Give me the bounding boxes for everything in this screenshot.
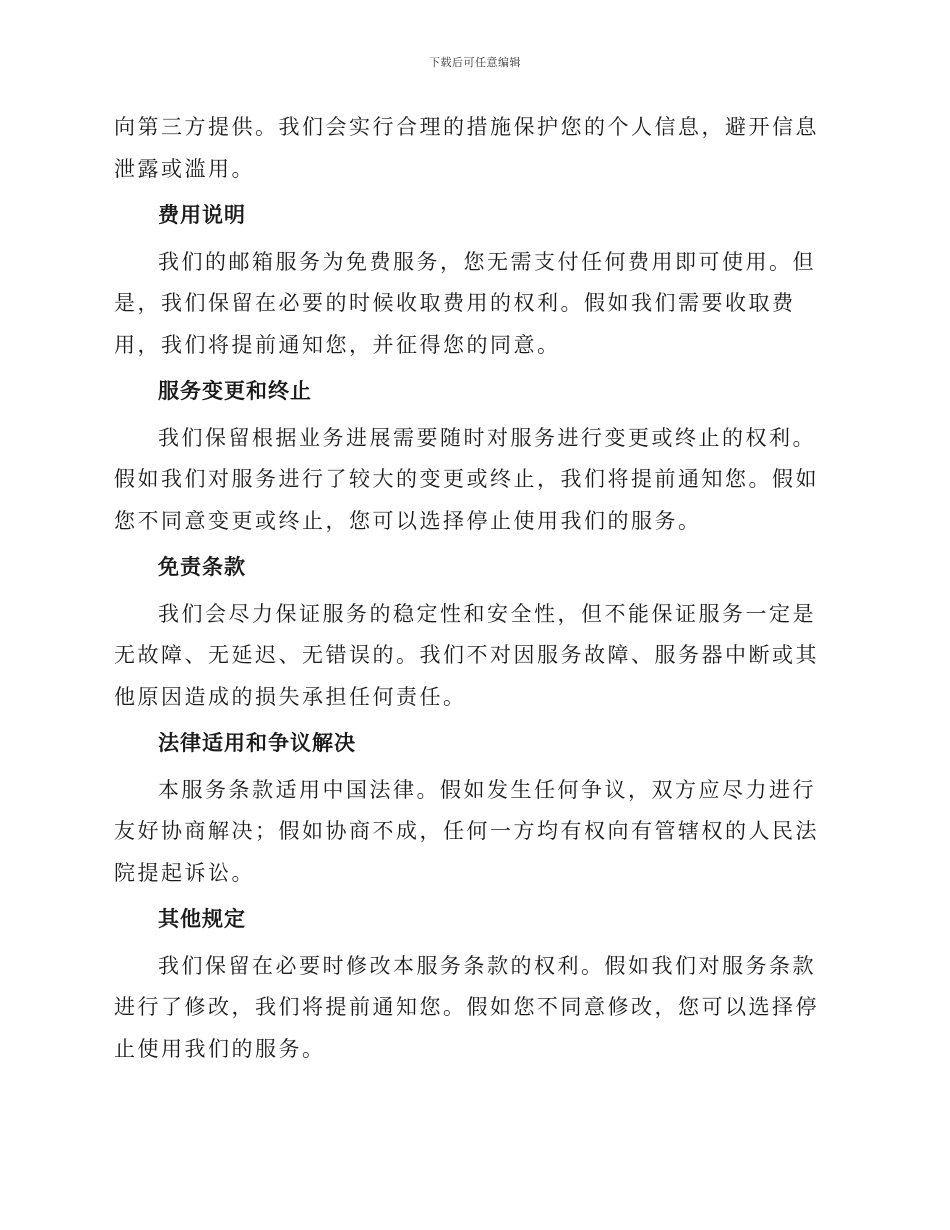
section-body-fees: 我们的邮箱服务为免费服务，您无需支付任何费用即可使用。但是，我们保留在必要的时候收取费用的权利。假如我们需要收取费用，我们将提前通知您，并征得您的同意。 — [114, 249, 816, 357]
section-body-other: 我们保留在必要时修改本服务条款的权利。假如我们对服务条款进行了修改，我们将提前通知您。假如您不同意修改，您可以选择停止使用我们的服务。 — [114, 953, 819, 1061]
section-heading-law: 法律适用和争议解决 — [158, 731, 356, 755]
section-heading-disclaimer: 免责条款 — [158, 555, 246, 579]
section-heading-service-change: 服务变更和终止 — [158, 379, 312, 403]
document-body — [114, 107, 830, 1070]
page-header: 下载后可任意编辑 — [429, 56, 521, 69]
section-heading-other: 其他规定 — [158, 907, 246, 931]
section-body-service-change: 我们保留根据业务进展需要随时对服务进行变更或终止的权利。假如我们对服务进行了较大的变更或终止，我们将提前通知您。假如您不同意变更或终止，您可以选择停止使用我们的服务。 — [114, 425, 819, 533]
section-body-disclaimer: 我们会尽力保证服务的稳定性和安全性，但不能保证服务一定是无故障、无延迟、无错误的。我们不对因服务故障、服务器中断或其他原因造成的损失承担任何责任。 — [114, 601, 819, 709]
section-heading-fees: 费用说明 — [158, 203, 246, 227]
section-body-law: 本服务条款适用中国法律。假如发生任何争议，双方应尽力进行友好协商解决；假如协商不成，任何一方均有权向有管辖权的人民法院提起诉讼。 — [114, 777, 819, 885]
intro-paragraph: 向第三方提供。我们会实行合理的措施保护您的个人信息，避开信息泄露或滥用。 — [114, 115, 819, 181]
